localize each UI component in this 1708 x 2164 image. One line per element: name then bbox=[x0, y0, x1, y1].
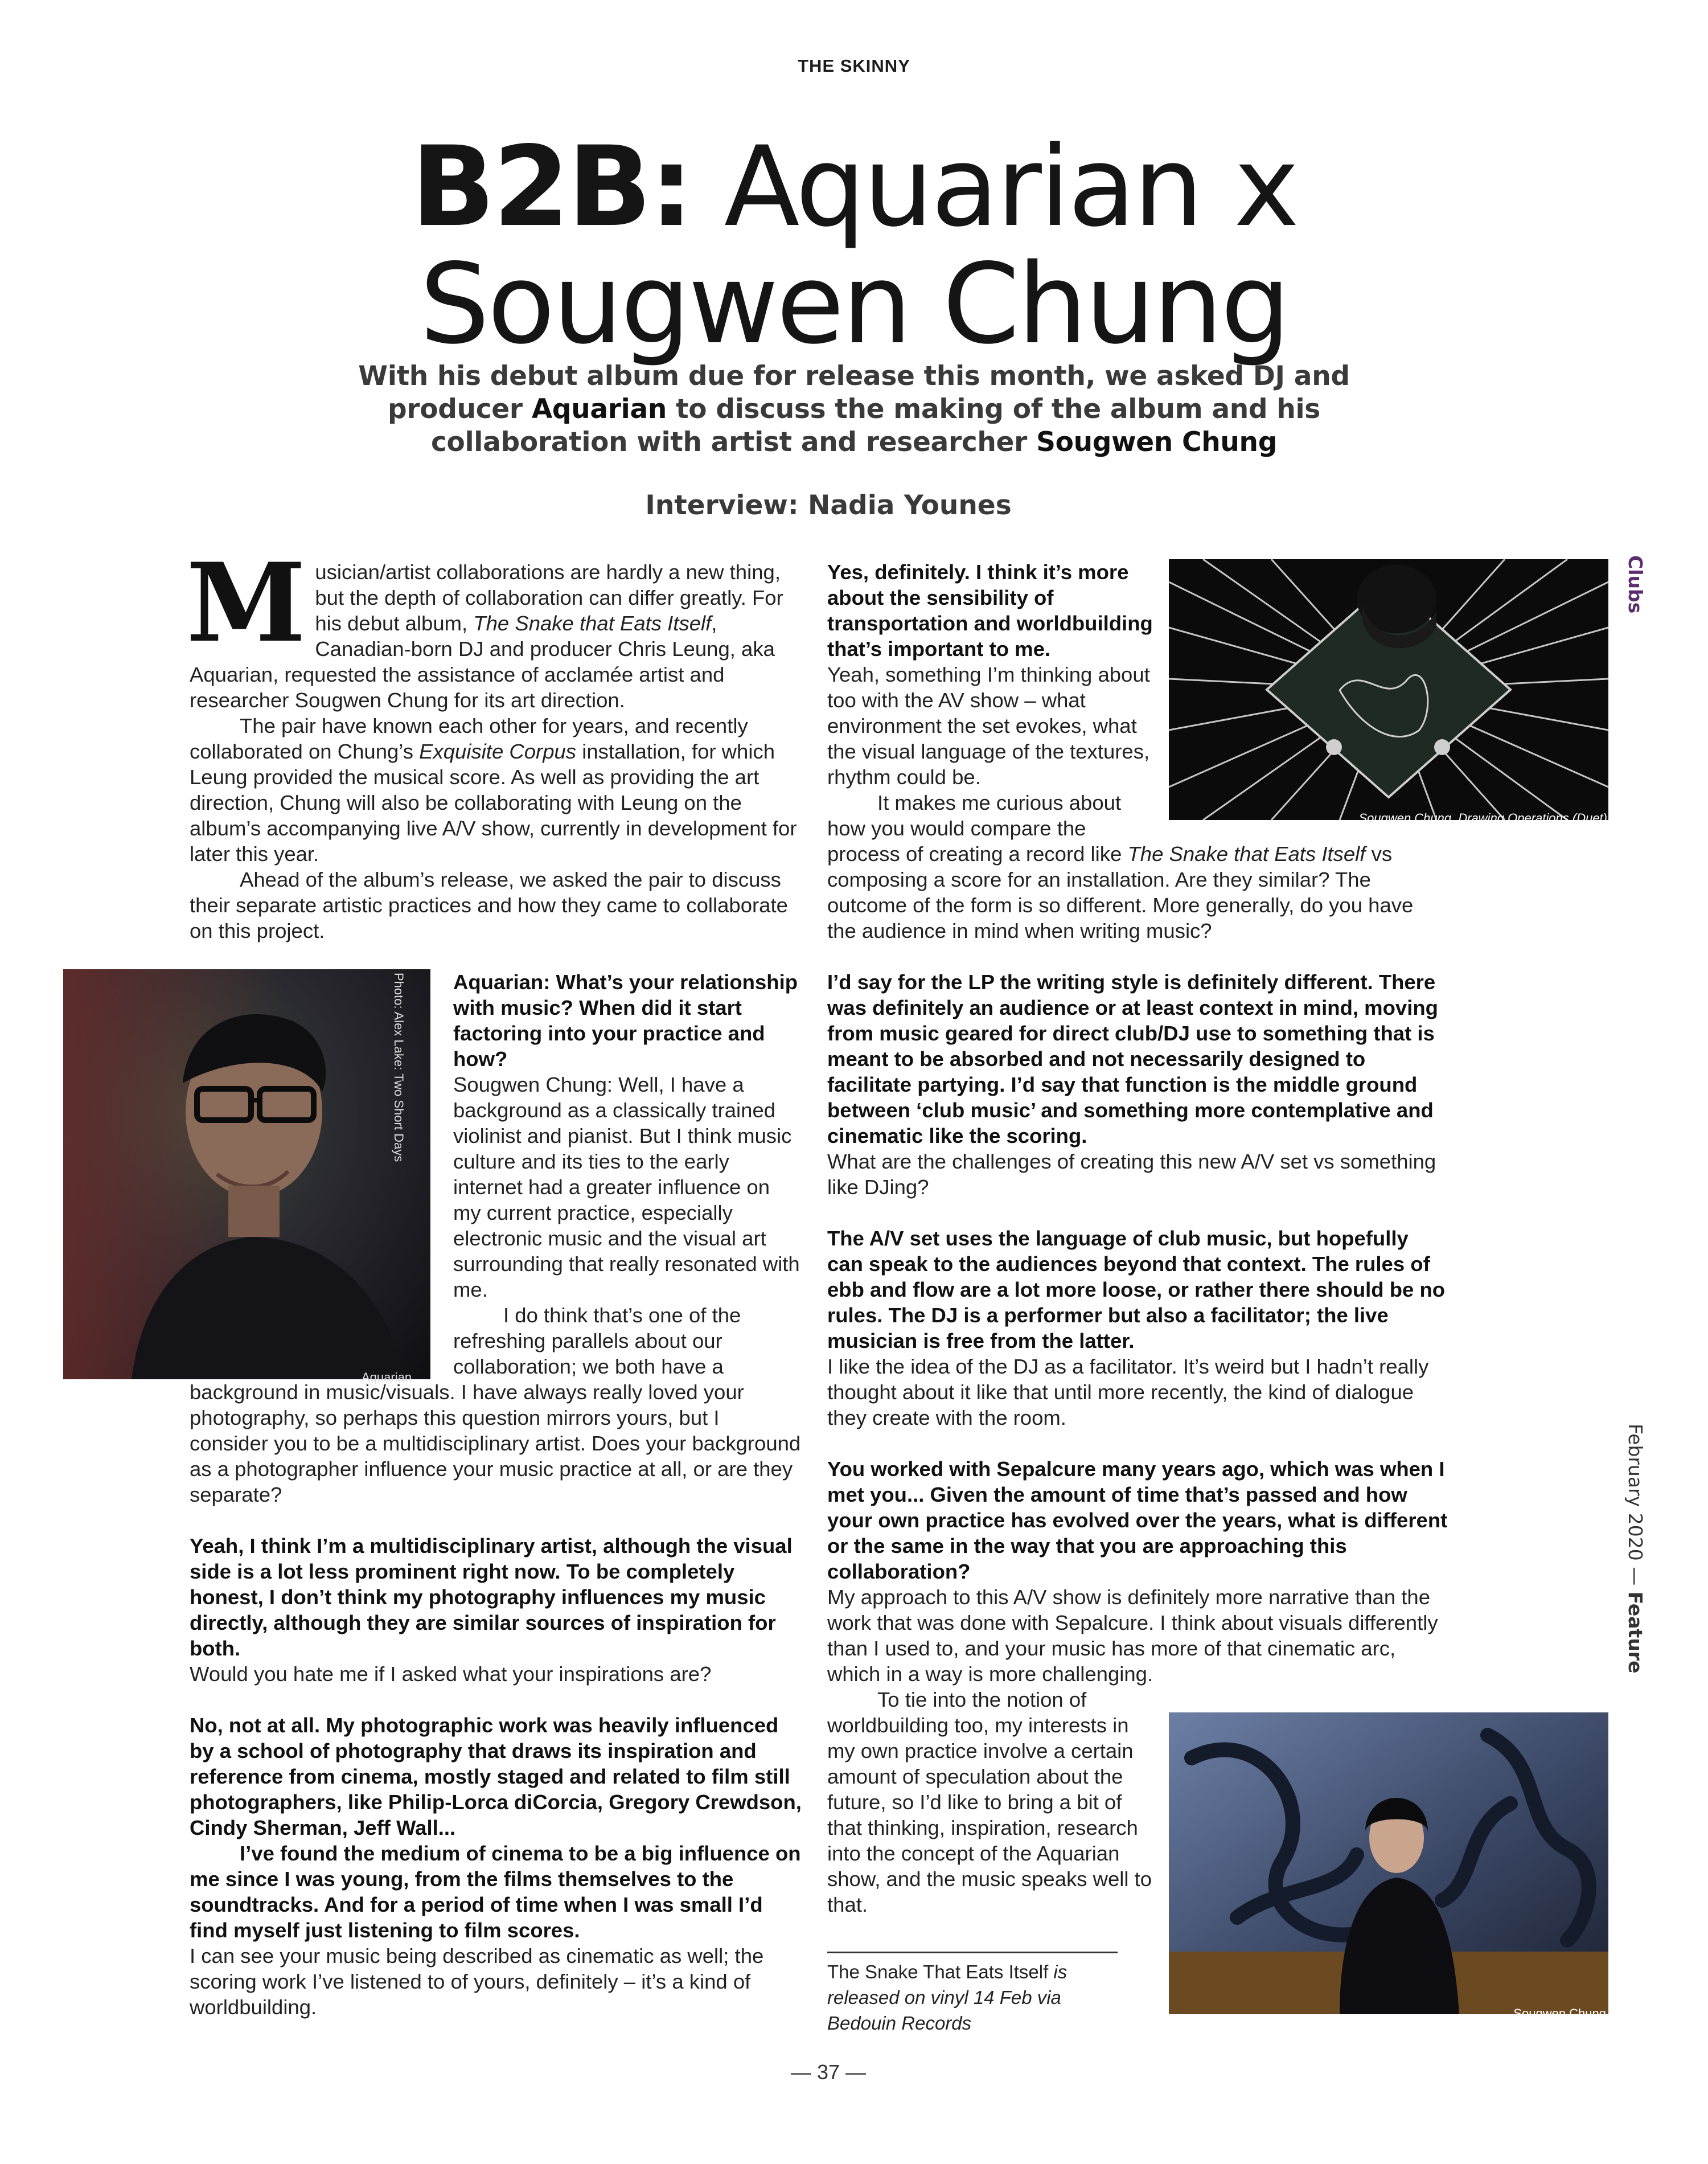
statement-3b-b: vs composing a score for an installation. Are they similar? The outcome of the form is so different. More generally, do you have the audience in mind when writing music? bbox=[827, 842, 1414, 942]
aquarian-caption: Aquarian bbox=[362, 1370, 412, 1384]
intro-paragraph-3: Ahead of the album’s release, we asked the pair to discuss their separate artistic practices and how they came to collaborate on this project. bbox=[190, 868, 788, 942]
sougwen-photo-box bbox=[1169, 1712, 1608, 2020]
standfirst-text-2: to discuss the making of the album and his collaboration with artist and researcher bbox=[430, 394, 1320, 458]
standfirst bbox=[319, 360, 1389, 459]
reply-3: Yes, definitely. I think it’s more about the sensibility of transportation and worldbuilding that’s important to me. bbox=[827, 560, 1153, 661]
answer-6: My approach to this A/V show is definitely more narrative than the work that was done with Sepalcure. I think about visuals differently than I used to, and your music has more of that cinematic arc, which in a way is more challenging. bbox=[827, 1585, 1438, 1686]
answer-1: Sougwen Chung: Well, I have a background as a classically trained violinist and pianist. But I think music culture and its ties to the early internet had a greater influence on my current practice, especially electronic music and the visual art surrounding that really resonated with me. bbox=[453, 1073, 800, 1301]
question-2: Would you hate me if I asked what your inspirations are? bbox=[190, 1662, 712, 1686]
sougwen-caption: Sougwen Chung bbox=[1513, 2006, 1606, 2020]
reply-4: I’d say for the LP the writing style is definitely different. There was definitely an audience or at least context in mind, moving from music geared for direct club/DJ use to something that is meant to be absorbed and not necessarily designed to facilitate partying. I’d say that function is the middle ground between ‘club music’ and something more contemplative and cinematic like the scoring. bbox=[827, 970, 1438, 1147]
answer-6b: To tie into the notion of worldbuilding too, my interests in my own practice involve a certain amount of speculation about the future, so I’d like to bring a bit of that thinking, inspiration, research into the concept of the Aquarian show, and the music speaks well to that. bbox=[827, 1688, 1152, 1916]
sougwen-photo bbox=[1169, 1712, 1608, 2014]
release-note-text: is released on vinyl 14 Feb via Bedouin Records bbox=[827, 1961, 1068, 2034]
standfirst-bold-1: Aquarian bbox=[531, 394, 667, 425]
drawing-operations-photo bbox=[1169, 559, 1608, 820]
section-label: Clubs bbox=[1624, 555, 1647, 614]
answer-1b: I do think that’s one of the refreshing parallels about our collaboration; we both have a background in music/visuals. I have always really loved your photography, so perhaps this question mirrors yours, but I consider you to be a multidisciplinary artist. Does your background as a photographer influence your music practice at all, or are they separate? bbox=[190, 1304, 801, 1506]
statement-5: I like the idea of the DJ as a facilitator. It’s weird but I hadn’t really thought about it like that until more recently, the kind of dialogue they create with the room. bbox=[827, 1355, 1429, 1429]
reply-2b: I’ve found the medium of cinema to be a big influence on me since I was young, from the films themselves to the soundtracks. And for a period of time when I was small I’d find myself just listening to film scores. bbox=[190, 1842, 801, 1942]
release-note-title: The Snake That Eats Itself bbox=[827, 1961, 1049, 1982]
headline-line1: Aquarian x bbox=[724, 122, 1298, 251]
question-4: What are the challenges of creating this new A/V set vs something like DJing? bbox=[827, 1150, 1436, 1199]
standfirst-text-1: With his debut album due for release this month, we asked DJ and producer bbox=[358, 360, 1350, 425]
aquarian-photo bbox=[63, 969, 430, 1379]
headline-line2: Sougwen Chung bbox=[419, 240, 1289, 368]
side-date-section: Feature bbox=[1624, 1591, 1647, 1674]
question-1: Aquarian: What’s your relationship with music? When did it start factoring into your practice and how? bbox=[453, 970, 798, 1071]
left-column bbox=[186, 539, 802, 2020]
intro-paragraph-2 bbox=[190, 713, 802, 867]
aquarian-photo-box bbox=[63, 969, 442, 1384]
drop-cap: M bbox=[186, 539, 306, 666]
reply-2: No, not at all. My photographic work was heavily influenced by a school of photography that draws its inspiration and reference from cinema, mostly staged and related to film still photographers, like Philip-Lorca diCorcia, Gregory Crewdson, Cindy Sherman, Jeff Wall... bbox=[190, 1714, 802, 1839]
intro-2a: The pair have known each other for years, and recently collaborated on Chung’s bbox=[190, 714, 748, 763]
reply-1: Yeah, I think I’m a multidisciplinary artist, although the visual side is a lot less prominent right now. To be completely honest, I don’t think my photography influences my music directly, although they are similar sources of inspiration for both. bbox=[190, 1534, 793, 1660]
page-number: — 37 — bbox=[790, 2060, 867, 2084]
masthead: THE SKINNY bbox=[798, 56, 910, 76]
right-column bbox=[827, 559, 1607, 2036]
headline-bold: B2B: bbox=[410, 122, 692, 251]
drawing-operations-photo-box bbox=[1169, 559, 1608, 825]
statement-3b-a: It makes me curious about how you would compare the process of creating a record like bbox=[827, 791, 1128, 866]
byline: Interview: Nadia Younes bbox=[645, 490, 1012, 521]
headline bbox=[171, 122, 1537, 368]
record-title: The Snake that Eats Itself bbox=[1127, 842, 1366, 866]
intro-1b: , Canadian-born DJ and producer Chris Leung, aka Aquarian, requested the assistance of acclamée artist and researcher Sougwen Chung for its art direction. bbox=[190, 612, 775, 712]
reply-5: The A/V set uses the language of club music, but hopefully can speak to the audiences beyond that context. The rules of ebb and flow are a lot more loose, or rather there should be no rules. The DJ is a performer but also a facilitator; the live musician is free from the latter. bbox=[827, 1227, 1446, 1352]
question-3: I can see your music being described as cinematic as well; the scoring work I’ve listened to of yours, definitely – it’s a kind of worldbuilding. bbox=[190, 1944, 764, 2019]
release-note bbox=[827, 1952, 1118, 2036]
intro-1a: usician/artist collaborations are hardly a new thing, but the depth of collaboration can differ greatly. For his debut album, bbox=[315, 560, 783, 635]
intro-2b: installation, for which Leung provided the musical score. As well as providing the art direction, Chung will also be collaborating with Leung on the album’s accompanying live A/V show, currently in development for later this year. bbox=[190, 740, 797, 866]
statement-3: Yeah, something I’m thinking about too with the AV show – what environment the set evokes, what the visual language of the textures, rhythm could be. bbox=[827, 663, 1150, 789]
drawing-operations-caption: Sougwen Chung, Drawing Operations (Duet) bbox=[1358, 811, 1607, 825]
side-date bbox=[1624, 1424, 1647, 1673]
question-6: You worked with Sepalcure many years ago, which was when I met you... Given the amount of time that’s passed and how your own practice has evolved over the years, what is different or the same in the way that you are approaching this collaboration? bbox=[827, 1457, 1448, 1583]
aquarian-photo-credit: Photo: Alex Lake: Two Short Days bbox=[392, 973, 406, 1162]
album-title: The Snake that Eats Itself bbox=[473, 612, 712, 635]
intro-paragraph-1 bbox=[186, 539, 802, 713]
standfirst-bold-2: Sougwen Chung bbox=[1036, 427, 1278, 458]
installation-title: Exquisite Corpus bbox=[419, 740, 577, 763]
side-date-text: February 2020 — bbox=[1624, 1424, 1647, 1592]
